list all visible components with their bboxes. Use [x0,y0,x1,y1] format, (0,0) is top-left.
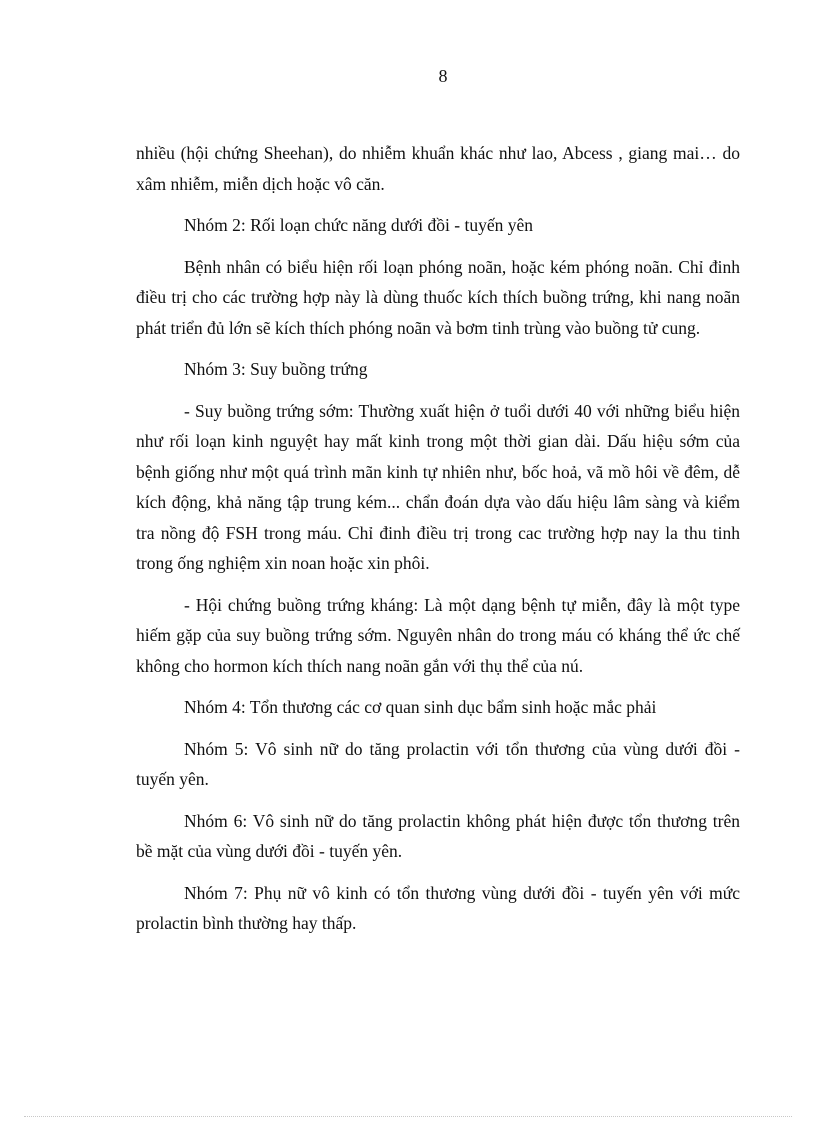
heading-group-3: Nhóm 3: Suy buồng trứng [184,359,368,379]
paragraph-resistant-ovary-syndrome: - Hội chứng buồng trứng kháng: Là một dạng bệnh tự miễn, đây là một type hiếm gặp của suy buồng trứng sớm. Nguyên nhân do trong máu có kháng thể ức chế không cho hormon kích thích nang noãn gắn với thụ thể của nú. [136,594,740,676]
document-body [136,138,740,950]
paragraph-group-5: Nhóm 5: Vô sinh nữ do tăng prolactin với tổn thương của vùng dưới đồi - tuyến yên. [136,738,740,789]
paragraph-group-2-body: Bệnh nhân có biểu hiện rối loạn phóng noãn, hoặc kém phóng noãn. Chỉ đinh điều trị cho các trường hợp này là dùng thuốc kích thích buồng trứng, khi nang noãn phát triển đủ lớn sẽ kích thích phóng noãn và bơm tinh trùng vào buồng tử cung. [136,256,740,338]
heading-group-4: Nhóm 4: Tổn thương các cơ quan sinh dục bẩm sinh hoặc mắc phải [184,697,657,717]
paragraph-continuation: nhiều (hội chứng Sheehan), do nhiễm khuẩn khác như lao, Abcess , giang mai… do xâm nhiễm, miễn dịch hoặc vô căn. [136,143,740,194]
page-number: 8 [438,66,448,86]
paragraph-early-ovarian-failure: - Suy buồng trứng sớm: Thường xuất hiện ở tuổi dưới 40 với những biểu hiện như rối loạn kinh nguyệt hay mất kinh trong một thời gian dài. Dấu hiệu sớm của bệnh giống như một quá trình mãn kinh tự nhiên như, bốc hoả, vã mồ hôi về đêm, dễ kích động, khả năng tập trung kém... chẩn đoán dựa vào dấu hiệu lâm sàng và kiểm tra nồng độ FSH trong máu. Chỉ đinh điều trị trong cac trường hợp nay la thu tinh trong ống nghiệm xin noan hoặc xin phôi. [136,400,740,573]
heading-group-2: Nhóm 2: Rối loạn chức năng dưới đồi - tuyến yên [184,215,534,235]
paragraph-group-6: Nhóm 6: Vô sinh nữ do tăng prolactin không phát hiện được tổn thương trên bề mặt của vùng dưới đồi - tuyến yên. [136,810,740,861]
paragraph-group-7: Nhóm 7: Phụ nữ vô kinh có tổn thương vùng dưới đồi - tuyến yên với mức prolactin bình thường hay thấp. [136,882,740,933]
page-bottom-divider [24,1116,792,1117]
